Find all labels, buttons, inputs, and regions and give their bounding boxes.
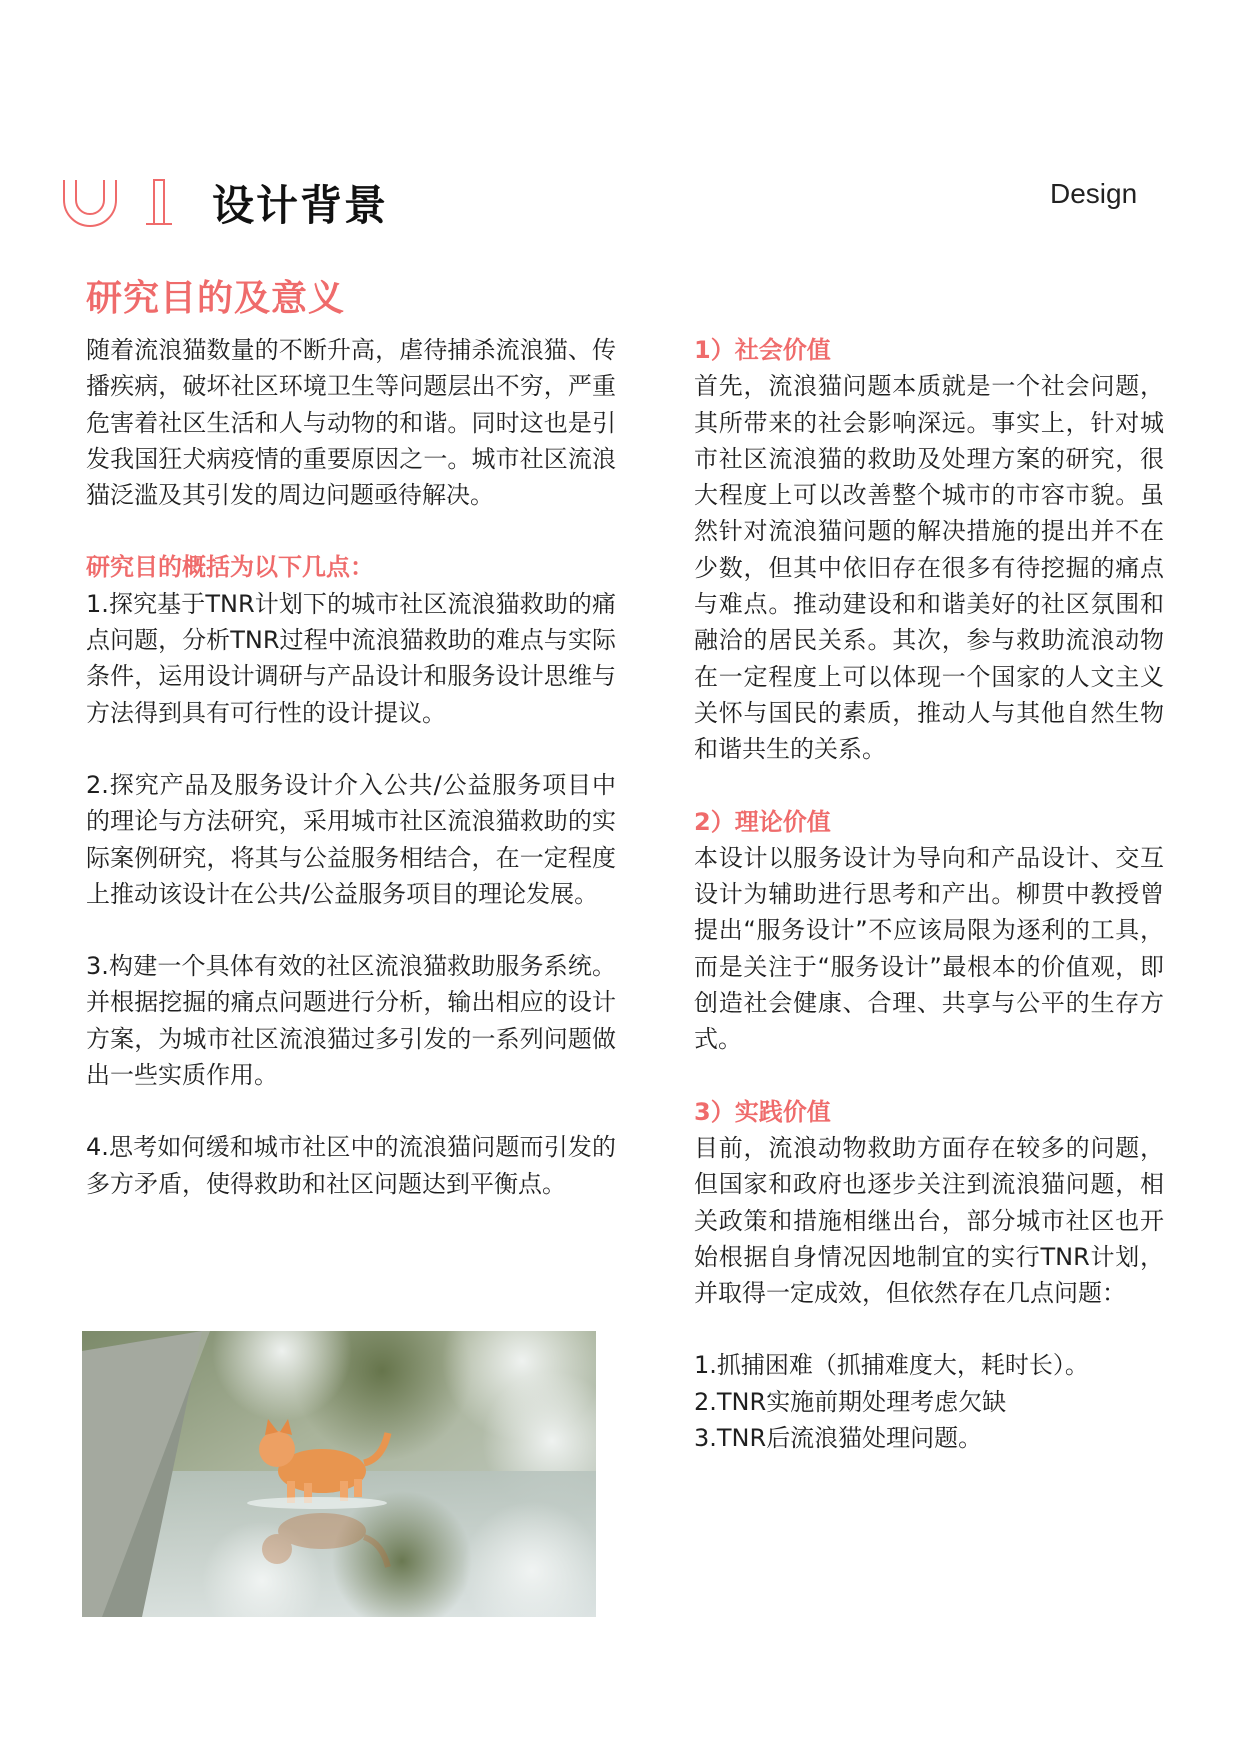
page-title: 设计背景 xyxy=(212,181,389,230)
section-number-logo xyxy=(60,178,190,228)
practice-value-title: 3）实践价值 xyxy=(694,1097,831,1126)
practice-value-body: 目前，流浪动物救助方面存在较多的问题，但国家和政府也逐步关注到流浪猫问题，相关政策和措施相继出台，部分城市社区也开始根据自身情况因地制宜的实行TNR计划，并取得一定成效，但依然存在几点问题： xyxy=(694,1133,1164,1308)
purpose-point-1: 1.探究基于TNR计划下的城市社区流浪猫救助的痛点问题，分析TNR过程中流浪猫救助的难点与实际条件，运用设计调研与产品设计和服务设计思维与方法得到具有可行性的设计提议。 xyxy=(86,589,616,727)
research-heading: 研究目的及意义 xyxy=(86,278,346,319)
social-value-title: 1）社会价值 xyxy=(694,336,831,364)
social-value-body: 首先，流浪猫问题本质就是一个社会问题，其所带来的社会影响深远。事实上，针对城市社区流浪猫的救助及处理方案的研究，很大程度上可以改善整个城市的市容市貌。虽然针对流浪猫问题的解决措施的提出并不在少数，但其中依旧存在很多有待挖掘的痛点与难点。推动建设和和谐美好的社区氛围和融洽的居民关系。其次，参与救助流浪动物在一定程度上可以体现一个国家的人文主义关怀与国民的素质，推动人与其他自然生物和谐共生的关系。 xyxy=(694,372,1164,764)
problem-item-1: 1.抓捕困难（抓捕难度大，耗时长）。 xyxy=(694,1351,1089,1380)
theory-value-body: 本设计以服务设计为导向和产品设计、交互设计为辅助进行思考和产出。柳贯中教授曾提出“服务设计”不应该局限为逐利的工具，而是关注于“服务设计”最根本的价值观，即创造社会健康、合理、共享与公平的生存方式。 xyxy=(694,843,1164,1054)
problem-item-2: 2.TNR实施前期处理考虑欠缺 xyxy=(694,1387,1007,1416)
theory-value-title: 2）理论价值 xyxy=(694,807,831,836)
problem-item-3: 3.TNR后流浪猫处理问题。 xyxy=(694,1424,983,1453)
purpose-point-4: 4.思考如何缓和城市社区中的流浪猫问题而引发的多方矛盾，使得救助和社区问题达到平衡点。 xyxy=(86,1133,616,1198)
design-label: Design xyxy=(1050,178,1138,209)
purpose-subheading: 研究目的概括为以下几点： xyxy=(86,553,374,582)
left-column xyxy=(86,332,616,1202)
intro-paragraph: 随着流浪猫数量的不断升高，虐待捕杀流浪猫、传播疾病，破坏社区环境卫生等问题层出不穷，严重危害着社区生活和人与动物的和谐。同时这也是引发我国狂犬病疫情的重要原因之一。城市社区流浪猫泛滥及其引发的周边问题亟待解决。 xyxy=(86,336,616,510)
kitten-photo xyxy=(82,1331,596,1617)
right-column xyxy=(694,332,1164,1456)
purpose-point-3: 3.构建一个具体有效的社区流浪猫救助服务系统。并根据挖掘的痛点问题进行分析，输出相应的设计方案，为城市社区流浪猫过多引发的一系列问题做出一些实质作用。 xyxy=(86,952,616,1090)
purpose-point-2: 2.探究产品及服务设计介入公共/公益服务项目中的理论与方法研究，采用城市社区流浪猫救助的实际案例研究，将其与公益服务相结合，在一定程度上推动该设计在公共/公益服务项目的理论发展。 xyxy=(86,770,616,908)
